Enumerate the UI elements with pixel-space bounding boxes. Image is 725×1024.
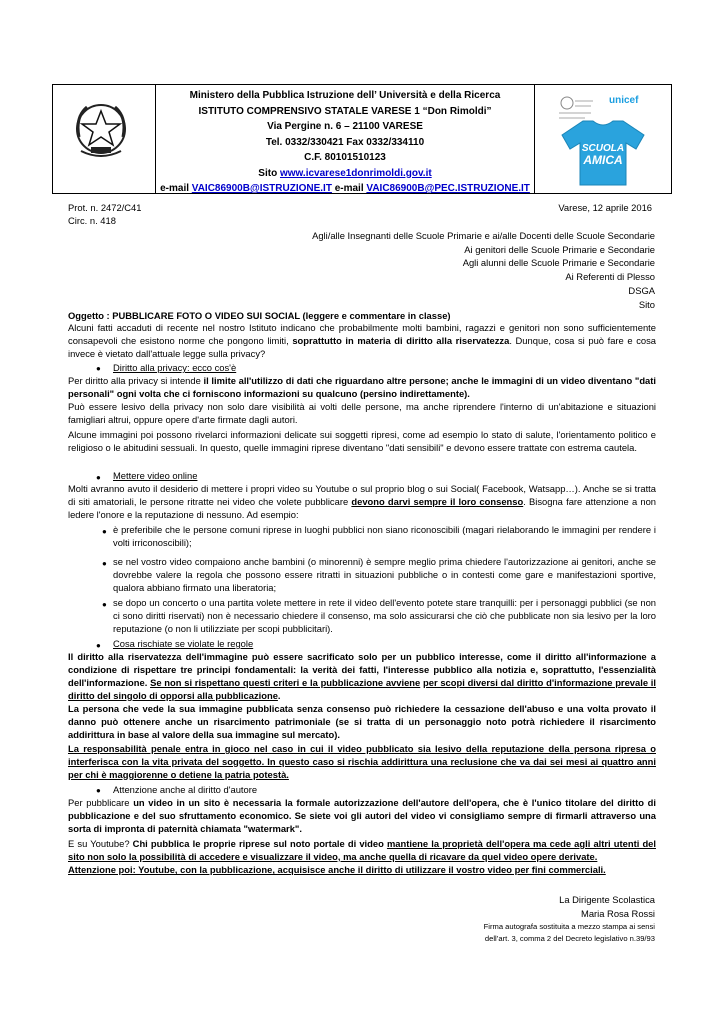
recipient-line: Sito [638,298,655,310]
video-online-bullet-3: se dopo un concerto o una partita volete mettere in rete il video dell'evento potete stare tranquilli: per i personaggi pubblici (se non ci sono diritti riservati) non è necessario chiedere il consenso, ma solo assicurarsi che ciò che pubblicate non sia lesivo per la loro reputazione (o non li utilizziate per scopi pubblicitari). [113,597,656,634]
video-online-bullet-2: se nel vostro video compaiono anche bambini (o minorenni) è sempre meglio prima chiedere l'autorizzazione ai genitori, anche se dovrebbe valere la regola che possono essere ritratti in situazioni pubbliche o in contesti come gare e manifestazioni sportive, qualora abbiano firmato una liberatoria; [113,556,656,593]
section-title-risks: Cosa rischiate se violate le regole [113,638,254,649]
letterhead [52,84,672,194]
logos-cell [534,85,671,193]
privacy-paragraph-2: Può essere lesivo della privacy non solo dare visibilità ai volti delle persone, ma anche riprendere l'interno di un'abitazione e situazioni famigliari altrui, oppure opere d'arte firmate dagli autori. [68,401,656,425]
section-title-privacy: Diritto alla privacy: ecco cos'è [113,362,237,373]
signature-note: Firma autografa sostituita a mezzo stampa ai sensi dell’art. 3, comma 2 del Decreto legislativo n.39/93 [483,922,655,943]
email-link-1[interactable]: VAIC86900B@ISTRUZIONE.IT [191,183,332,194]
email-link-2[interactable]: VAIC86900B@PEC.ISTRUZIONE.IT [366,183,530,194]
risks-paragraph-2: La persona che vede la sua immagine pubblicata senza consenso può richiedere la cessazione dell'abuso e una volta provato il danno può ottenere anche un risarcimento patrimoniale (se si tratta di un personaggio noto potrà richiedere il risarcimento addirittura in base al valore della sua immagine sul mercato). [68,703,656,740]
recipient-line: Agli/alle Insegnanti delle Scuole Primarie e ai/alle Docenti delle Scuole Secondarie [312,230,655,241]
circular-number: Circ. n. 418 [68,215,116,226]
bullet-icon: ● [102,559,107,568]
shirt-text-1: SCUOLA [581,143,625,154]
bullet-icon: ● [96,786,101,795]
school-site: Sito www.icvarese1donrimoldi.gov.it [258,167,432,179]
risks-paragraph-1: Il diritto alla riservatezza dell'immagine può essere sacrificato solo per un pubblico interesse, come il diritto all'informazione a condizione di rispettare tre principi fondamentali: la verità dei fatti, l'interesse pubblico alla notizia e, soprattutto, l'essenzialità dell'informazione. Se non si rispettano questi criteri e la pubblicazione avviene per scopi diversi dal diritto d'informazione prevale il diritto del singolo di opporsi alla pubblicazione. [68,651,656,701]
bullet-icon: ● [102,527,107,536]
site-link[interactable]: www.icvarese1donrimoldi.gov.it [279,167,432,179]
recipient-line: Agli alunni delle Scuole Primarie e Secondarie [462,257,655,269]
ministry-name: Ministero della Pubblica Istruzione dell’ Università e della Ricerca [189,90,501,101]
bullet-icon: ● [96,473,101,482]
video-online-bullet-1: è preferibile che le persone comuni riprese in luoghi pubblici non siano riconoscibili (magari rielaborando le immagini per rendere i volti irriconoscibili); [113,524,656,548]
section-title-copyright: Attenzione anche al diritto d'autore [113,784,258,795]
shirt-text-2: AMICA [583,153,623,167]
signer-name: Maria Rosa Rossi [581,907,655,919]
intro-paragraph: Alcuni fatti accaduti di recente nel nostro Istituto indicano che probabilmente molti bambini, ragazzi e genitori non sono sufficientemente consapevoli che esistono norme che pongono limiti, soprattutto in materia di diritto alla riservatezza. Dunque, cosa si può fare e cosa invece è vietato dall'attuale legge sulla privacy? [68,322,656,359]
protocol-number: Prot. n. 2472/C41 [68,202,142,213]
subject-line: Oggetto : PUBBLICARE FOTO O VIDEO SUI SOCIAL (leggere e commentare in classe) [68,310,451,321]
letter-date: Varese, 12 aprile 2016 [558,202,652,213]
italian-republic-emblem-icon [71,97,131,161]
school-name: ISTITUTO COMPRENSIVO STATALE VARESE 1 “Don Rimoldi” [198,105,492,117]
school-info [156,88,534,197]
bullet-icon: ● [96,364,101,373]
recipient-line: DSGA [628,284,655,296]
privacy-paragraph-3: Alcune immagini poi possono rivelarci informazioni delicate sui soggetti ripresi, come ad esempio lo stato di salute, l'orientamento politico e religioso o le abitudini sessuali. In questo, quelle immagini riprese diventano "dati sensibili" e devono essere trattate con estrema cautela. [68,429,656,453]
school-emails: e-mail VAIC86900B@ISTRUZIONE.IT e-mail VAIC86900B@PEC.ISTRUZIONE.IT [160,183,530,194]
recipient-line: Ai genitori delle Scuole Primarie e Secondarie [464,243,655,255]
unicef-logo: unicef [609,95,639,106]
emblem-cell [53,85,156,193]
school-address: Via Pergine n. 6 – 21100 VARESE [267,121,423,132]
section-title-video-online: Mettere video online [113,470,198,481]
video-online-paragraph: Molti avranno avuto il desiderio di mettere i propri video su Youtube o sul proprio blog o sui Social( Facebook, Watsapp…). Anche se si tratta di siti amatoriali, le persone ritratte nei video che volete pubblicare devono darvi sempre il loro consenso. Bisogna fare attenzione a non ledere l'onore e la reputazione di nessuno. Ad esempio: [68,483,657,520]
copyright-paragraph-2: E su Youtube? Chi pubblica le proprie riprese sul noto portale di video mantiene la proprietà dell'opera ma cede agli altri utenti del sito non solo la possibilità di accedere e visualizzare il video, ma anche quella di ricavare da quel video opere derivate. [68,838,656,862]
bullet-icon: ● [96,641,101,650]
copyright-paragraph-3: Attenzione poi: Youtube, con la pubblicazione, acquisisce anche il diritto di utilizzare il vostro video per fini commerciali. [68,864,606,875]
school-phone: Tel. 0332/330421 Fax 0332/334110 [265,136,425,148]
signer-role: La Dirigente Scolastica [559,894,655,905]
copyright-paragraph-1: Per pubblicare un video in un sito è necessaria la formale autorizzazione dell'autore dell'opera, che è l'unico titolare del diritto di pubblicazione e del suo sfruttamento economico. Se siete voi gli autori del video vi consigliamo sempre di firmarli attraverso una sorta di impronta di paternità chiamata "watermark". [68,797,656,834]
privacy-paragraph-1: Per diritto alla privacy si intende il limite all'utilizzo di dati che riguardano altre persone; anche le immagini di un video diventano "dati personali" ogni volta che ci forniscono informazioni su qualcuno (persino indirettamente). [68,375,656,399]
recipients-block [155,229,655,311]
school-tax-code: C.F. 80101510123 [304,152,386,163]
recipient-line: Ai Referenti di Plesso [565,271,655,283]
risks-paragraph-3: La responsabilità penale entra in gioco nel caso in cui il video pubblicato sia lesivo della reputazione della persona ripresa o interferisca con la vita privata del soggetto. In questo caso si rischia addirittura una reclusione che va dai sei mesi ai quattro anni per chi è maggiorenne o detiene la patria potestà. [68,743,656,780]
bullet-icon: ● [102,600,107,609]
signature-block [355,893,655,920]
scuola-amica-tshirt-icon [558,117,648,187]
